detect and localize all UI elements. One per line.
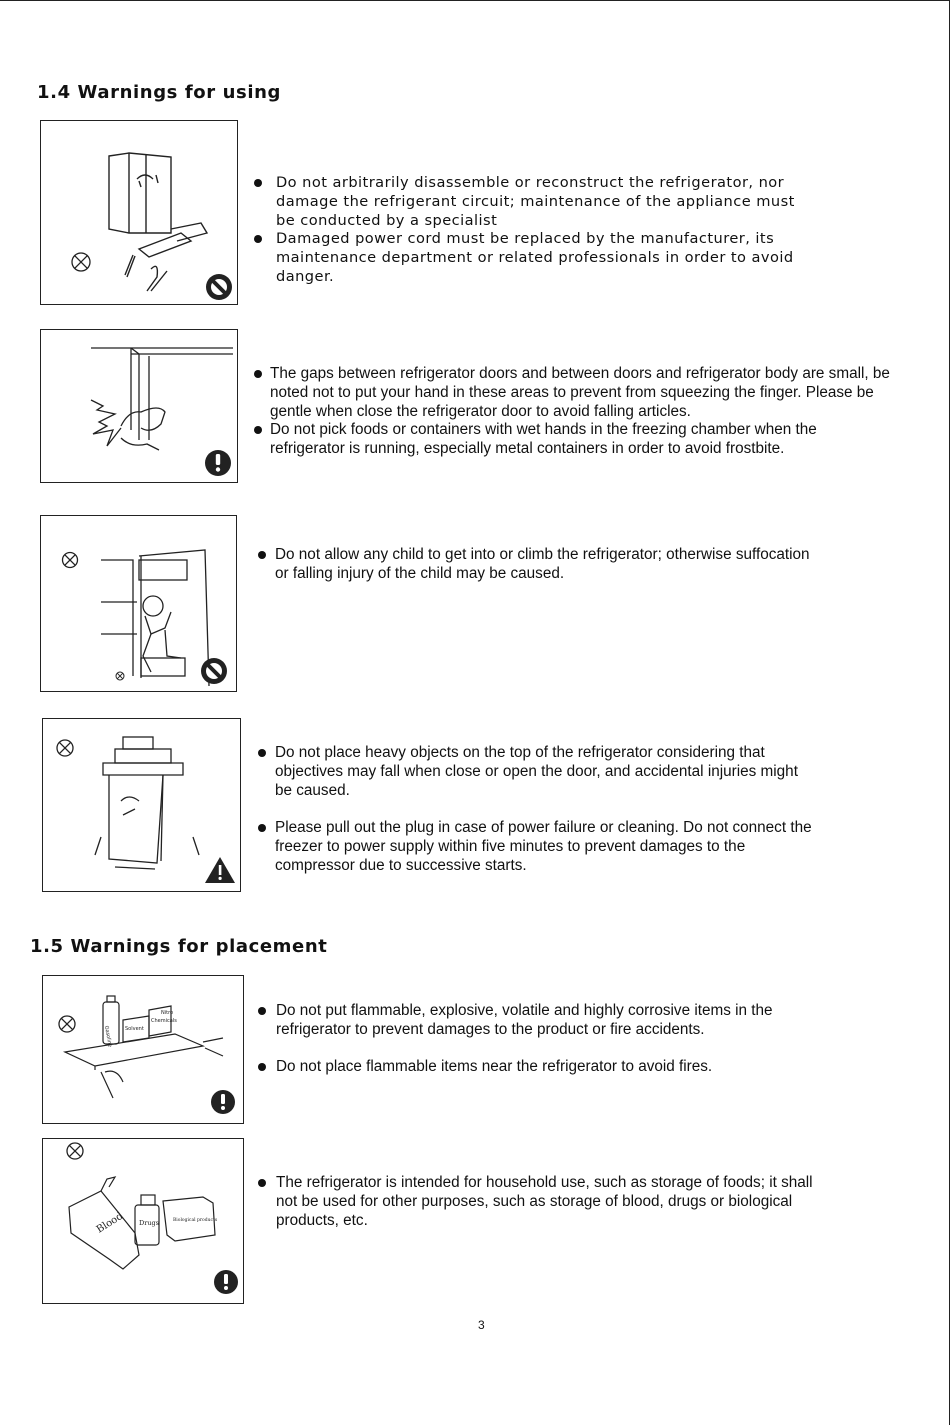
bullet-item: Do not allow any child to get into or climb the refrigerator; otherwise suffocation or falling injury of the child may be caused. — [258, 546, 818, 584]
label-solvent: Solvent — [125, 1026, 144, 1032]
bullet-item: The refrigerator is intended for household use, such as storage of foods; it shall not be used for other purposes, such as storage of blood, drugs or biological products, etc. — [258, 1174, 823, 1230]
bullet-item: Do not pick foods or containers with wet hands in the freezing chamber when the refrigerator is running, especially metal containers in order to avoid frostbite. — [254, 421, 894, 459]
label-nitro: Nitro — [161, 1010, 174, 1016]
warning-text-3 — [258, 546, 818, 584]
warning-text-1 — [254, 174, 814, 287]
label-blood: Blood — [94, 1210, 126, 1236]
bullet-item: Please pull out the plug in case of power failure or cleaning. Do not connect the freezer to power supply within five minutes to prevent damages to the compressor due to successive starts. — [258, 819, 818, 875]
prohibited-circle-icon — [72, 253, 90, 271]
bullet-item: Do not place flammable items near the refrigerator to avoid fires. — [258, 1058, 818, 1077]
item-labels — [103, 1010, 177, 1048]
illustration-heavy-objects — [42, 718, 241, 892]
section-heading-1-5: 1.5 Warnings for placement — [30, 936, 328, 957]
bullet-item: Do not arbitrarily disassemble or reconstruct the refrigerator, nor damage the refrigerant circuit; maintenance of the appliance must be conducted by a specialist — [254, 174, 814, 230]
small-prohibited-icon — [116, 672, 124, 680]
mandatory-icon — [211, 1090, 235, 1114]
label-drugs: Drugs — [139, 1219, 160, 1227]
warning-text-4 — [258, 744, 818, 876]
shelf-drawing — [65, 996, 223, 1098]
prohibited-circle-icon — [67, 1143, 83, 1159]
mandatory-icon — [214, 1270, 238, 1294]
prohibited-circle-icon — [57, 740, 73, 756]
bullet-item: Do not place heavy objects on the top of the refrigerator considering that objectives may fall when close or open the door, and accidental injuries might be caused. — [258, 744, 818, 800]
warning-text-2 — [254, 365, 894, 459]
refrigerator-child-drawing — [101, 550, 209, 686]
page-number: 3 — [478, 1318, 485, 1332]
prohibited-circle-icon — [63, 553, 78, 568]
mandatory-icon — [205, 450, 231, 476]
prohibition-icon — [206, 274, 232, 300]
illustration-disassembly — [40, 120, 238, 305]
label-gasoline: Gasoline — [103, 1025, 113, 1048]
warning-text-6 — [258, 1174, 823, 1230]
door-drawing — [91, 348, 233, 450]
illustration-door-gap — [40, 329, 238, 483]
section-heading-1-4: 1.4 Warnings for using — [37, 82, 281, 103]
bullet-item: Do not put flammable, explosive, volatile and highly corrosive items in the refrigerator to prevent damages to the product or fire accidents. — [258, 1002, 818, 1040]
warning-triangle-icon — [205, 857, 235, 883]
bullet-item: The gaps between refrigerator doors and between doors and refrigerator body are small, be noted not to put your hand in these areas to prevent from squeezing the finger. Please be gentle when close the refrigerator door to avoid falling articles. — [254, 365, 894, 421]
label-biological-products: Biological products — [173, 1218, 218, 1223]
refrigerator-boxes-drawing — [95, 737, 199, 869]
prohibition-icon — [201, 658, 227, 684]
warning-text-5 — [258, 1002, 818, 1077]
label-chemicals: Chemicals — [151, 1018, 177, 1024]
illustration-blood-drugs — [42, 1138, 244, 1304]
refrigerator-drawing — [109, 153, 207, 291]
illustration-flammable-items — [42, 975, 244, 1124]
bullet-item: Damaged power cord must be replaced by the manufacturer, its maintenance department or related professionals in order to avoid danger. — [254, 230, 814, 286]
item-labels — [95, 1211, 218, 1236]
page-border-top — [0, 0, 949, 1]
prohibited-circle-icon — [59, 1016, 75, 1032]
illustration-child-climbing — [40, 515, 237, 692]
